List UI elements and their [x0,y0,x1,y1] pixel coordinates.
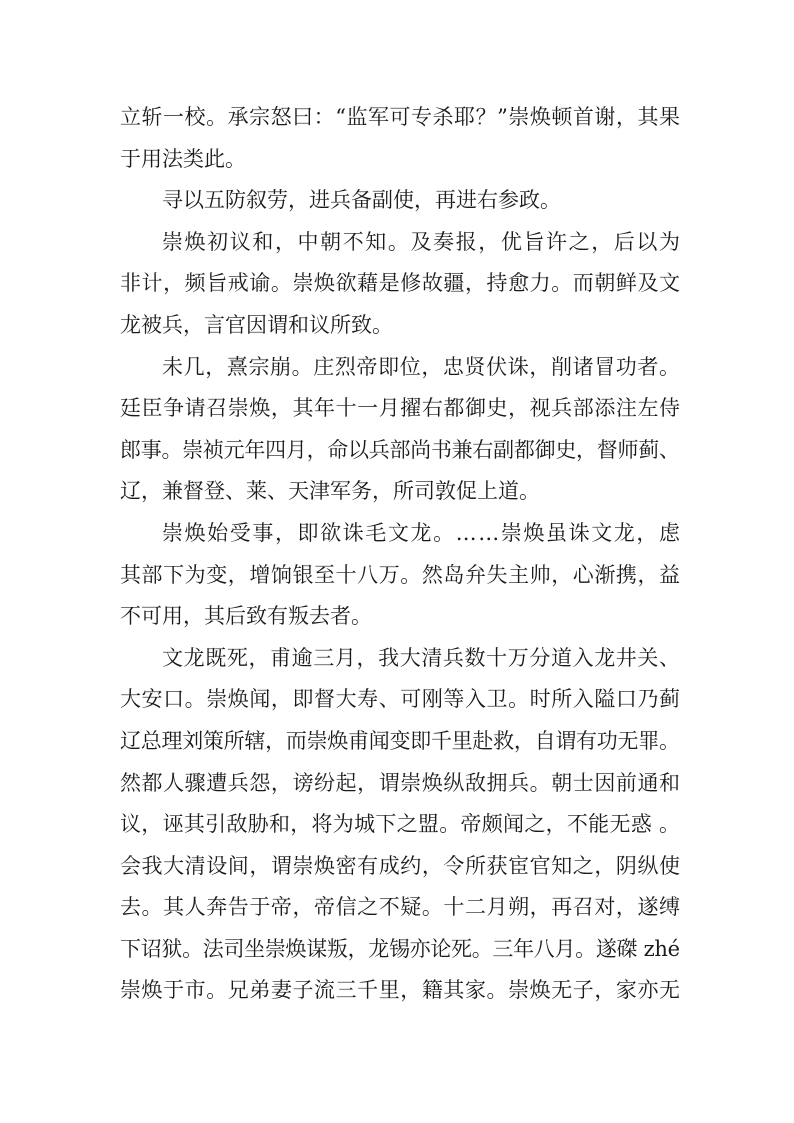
text-line: 寻以五防叙劳，进兵备副使，再进右参政。 [162,188,561,213]
document-body [120,97,680,1012]
text-line: 于用法类此。 [120,146,246,171]
text-line: 非计，频旨戒谕。崇焕欲藉是修故疆，持愈力。而朝鲜及文 [120,271,681,296]
text-line: 去。其人奔告于帝，帝信之不疑。十二月朔，再召对，遂缚 [120,895,681,920]
text-line: 龙被兵，言官因谓和议所致。 [120,312,393,337]
text-line: 文龙既死，甫逾三月，我大清兵数十万分道入龙井关、 [162,645,681,670]
text-line: 廷臣争请召崇焕，其年十一月擢右都御史，视兵部添注左侍 [120,396,681,421]
text-line: 会我大清设间，谓崇焕密有成约，令所获宦官知之，阴纵使 [120,853,681,878]
text-line: 下诏狱。法司坐崇焕谋叛，龙锡亦论死。三年八月。遂磔 zhé [120,936,680,961]
text-line: 未几，熹宗崩。庄烈帝即位，忠贤伏诛，削诸冒功者。 [162,354,681,379]
text-line: 崇焕始受事，即欲诛毛文龙。……崇焕虽诛文龙，虑 [162,520,682,545]
text-line: 议，诬其引敌胁和，将为城下之盟。帝颇闻之，不能无惑 。 [120,812,681,837]
text-line: 郎事。崇祯元年四月，命以兵部尚书兼右副都御史，督师蓟、 [120,437,680,462]
text-line: 大安口。崇焕闻，即督大寿、可刚等入卫。时所入隘口乃蓟 [120,687,681,712]
text-line: 其部下为变，增饷银至十八万。然岛弁失主帅，心渐携，益 [120,562,681,587]
text-line: 崇焕初议和，中朝不知。及奏报，优旨许之，后以为 [162,229,682,254]
text-line: 崇焕于市。兄弟妻子流三千里，籍其家。崇焕无子，家亦无 [120,978,681,1003]
text-line: 然都人骤遭兵怨，谤纷起，谓崇焕纵敌拥兵。朝士因前通和 [120,770,681,795]
text-line: 不可用，其后致有叛去者。 [120,604,372,629]
text-line: 辽总理刘策所辖，而崇焕甫闻变即千里赴救，自谓有功无罪。 [120,728,680,753]
text-line: 辽，兼督登、莱、天津军务，所司敦促上道。 [120,479,540,504]
text-line: 立斩一校。承宗怒曰：“监军可专杀耶？”崇焕顿首谢，其果 [120,105,681,129]
